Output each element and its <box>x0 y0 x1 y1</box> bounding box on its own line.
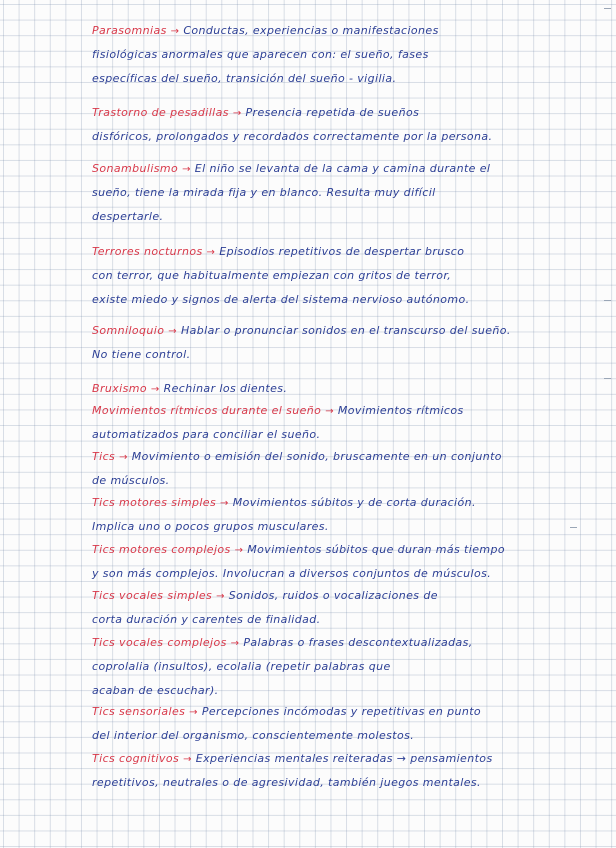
arrow-icon: → <box>183 754 192 765</box>
entry-heading-line <box>92 450 616 463</box>
definition-text: Rechinar los dientes. <box>163 382 288 395</box>
term-label: Tics motores simples <box>92 496 217 509</box>
definition-text: Movimientos súbitos que duran más tiempo <box>247 543 506 556</box>
arrow-icon: → <box>206 247 216 258</box>
definition-text: El niño se levanta de la cama y camina durante el <box>194 162 491 175</box>
entry-heading-line <box>92 752 616 765</box>
definition-text: Movimientos rítmicos <box>337 404 464 417</box>
arrow-icon: → <box>234 545 244 556</box>
term-label: Tics vocales simples <box>92 589 213 602</box>
arrow-icon: → <box>220 498 229 509</box>
definition-line: corta duración y carentes de finalidad. <box>92 613 321 626</box>
arrow-icon: → <box>150 384 160 395</box>
entry-heading-line <box>92 382 616 395</box>
arrow-icon: → <box>182 164 191 175</box>
definition-text: Percepciones incómodas y repetitivas en punto <box>201 705 482 718</box>
arrow-icon: → <box>232 108 242 119</box>
entry-heading-line <box>92 589 616 602</box>
margin-mark <box>604 300 611 301</box>
term-label: Bruxismo <box>92 382 147 395</box>
arrow-icon: → <box>119 452 128 463</box>
entry-heading-line <box>92 245 616 258</box>
entry-heading-line <box>92 106 616 119</box>
margin-mark <box>604 378 611 379</box>
definition-line: sueño, tiene la mirada fija y en blanco. Resulta muy difícil <box>92 186 436 199</box>
entry-heading-line <box>92 162 616 175</box>
entry-heading-line <box>92 543 616 556</box>
arrow-icon: → <box>168 326 178 337</box>
term-label: Parasomnias <box>92 24 167 37</box>
arrow-icon: → <box>325 406 334 417</box>
entry-heading-line <box>92 496 616 509</box>
definition-line: No tiene control. <box>92 348 191 361</box>
definition-line: del interior del organismo, conscientemente molestos. <box>92 729 415 742</box>
entry-heading-line <box>92 404 616 417</box>
entry-heading-line <box>92 324 616 337</box>
entry-heading-line <box>92 705 616 718</box>
arrow-icon: → <box>230 638 240 649</box>
definition-line: automatizados para conciliar el sueño. <box>92 428 321 441</box>
definition-line: repetitivos, neutrales o de agresividad, también juegos mentales. <box>92 776 481 789</box>
term-label: Somniloquio <box>92 324 165 337</box>
term-label: Tics cognitivos <box>92 752 180 765</box>
arrow-icon: → <box>170 26 180 37</box>
entry-heading-line <box>92 636 616 649</box>
term-label: Sonambulismo <box>92 162 179 175</box>
term-label: Movimientos rítmicos durante el sueño <box>92 404 322 417</box>
term-label: Terrores nocturnos <box>92 245 203 258</box>
definition-text: Conductas, experiencias o manifestaciones <box>183 24 439 37</box>
entry-heading-line <box>92 24 616 37</box>
definition-line: despertarle. <box>92 210 164 223</box>
definition-line: acaban de escuchar). <box>92 684 219 697</box>
definition-text: Movimientos súbitos y de corta duración. <box>232 496 476 509</box>
definition-line: fisiológicas anormales que aparecen con: el sueño, fases <box>92 48 429 61</box>
definition-text: Sonidos, ruidos o vocalizaciones de <box>228 589 438 602</box>
term-label: Tics vocales complejos <box>92 636 227 649</box>
definition-line: disfóricos, prolongados y recordados correctamente por la persona. <box>92 130 493 143</box>
arrow-icon: → <box>189 707 198 718</box>
term-label: Tics motores complejos <box>92 543 231 556</box>
definition-text: Movimiento o emisión del sonido, bruscamente en un conjunto <box>131 450 502 463</box>
definition-line: coprolalia (insultos), ecolalia (repetir palabras que <box>92 660 391 673</box>
arrow-icon: → <box>216 591 225 602</box>
definition-text: Hablar o pronunciar sonidos en el transcurso del sueño. <box>180 324 511 337</box>
definition-line: específicas del sueño, transición del sueño - vigilia. <box>92 72 397 85</box>
definition-line: existe miedo y signos de alerta del sistema nervioso autónomo. <box>92 293 470 306</box>
definition-line: Implica uno o pocos grupos musculares. <box>92 520 329 533</box>
term-label: Tics <box>92 450 116 463</box>
definition-text: Presencia repetida de sueños <box>245 106 420 119</box>
term-label: Trastorno de pesadillas <box>92 106 229 119</box>
term-label: Tics sensoriales <box>92 705 186 718</box>
margin-mark <box>570 527 577 528</box>
definition-line: y son más complejos. Involucran a diversos conjuntos de músculos. <box>92 567 492 580</box>
definition-line: con terror, que habitualmente empiezan con gritos de terror, <box>92 269 452 282</box>
definition-text: Episodios repetitivos de despertar brusco <box>219 245 465 258</box>
definition-text: Palabras o frases descontextualizadas, <box>243 636 473 649</box>
definition-line: de músculos. <box>92 474 170 487</box>
margin-mark <box>604 8 611 9</box>
definition-text: Experiencias mentales reiteradas → pensamientos <box>195 752 493 765</box>
